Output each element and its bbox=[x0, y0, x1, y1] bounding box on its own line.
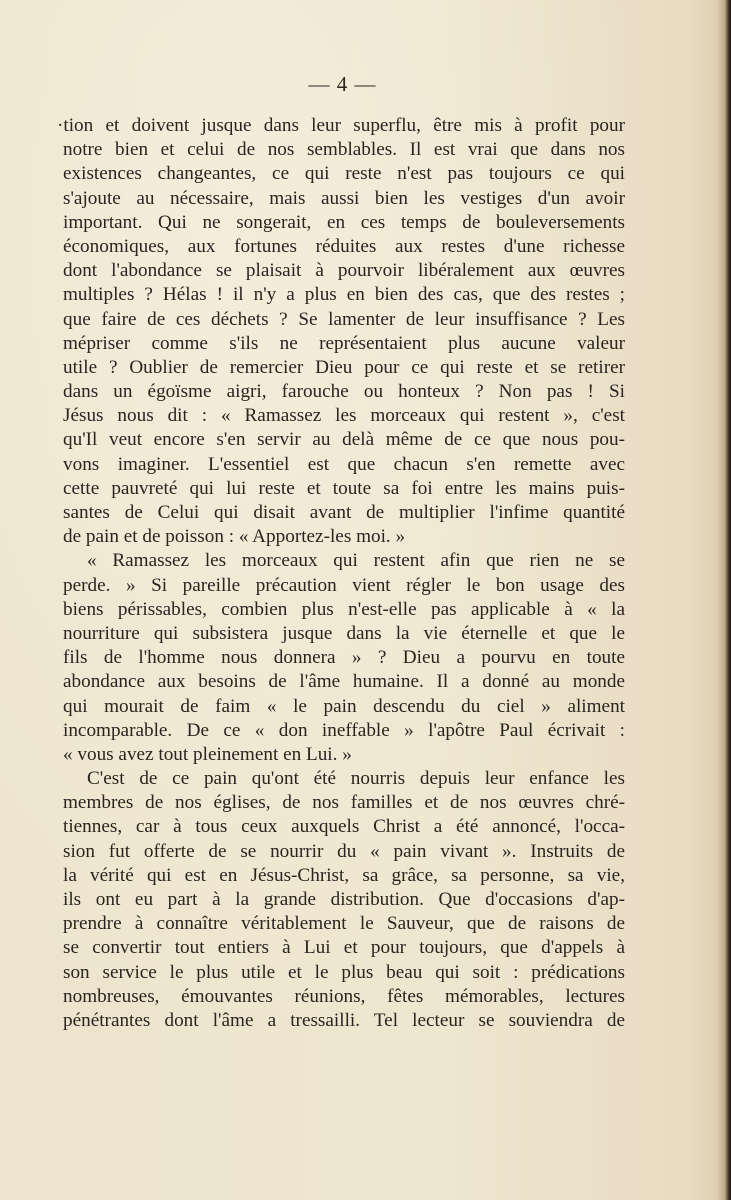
text-line: incomparable. De ce « don ineffable » l'apôtre Paul écrivait : bbox=[63, 719, 625, 741]
text-line: biens périssables, combien plus n'est-elle pas applicable à « la bbox=[63, 598, 625, 620]
text-line: se convertir tout entiers à Lui et pour toujours, que d'appels à bbox=[63, 937, 625, 959]
text-line: tiennes, car à tous ceux auxquels Christ a été annoncé, l'occa- bbox=[63, 816, 625, 838]
body-text bbox=[57, 114, 625, 1033]
text-line: ils ont eu part à la grande distribution. Que d'occasions d'ap- bbox=[63, 889, 625, 910]
text-line: prendre à connaître véritablement le Sauveur, que de raisons de bbox=[63, 913, 625, 935]
text-line: son service le plus utile et le plus beau qui soit : prédications bbox=[63, 961, 625, 983]
text-line: « vous avez tout pleinement en Lui. » bbox=[63, 743, 352, 765]
text-line: abondance aux besoins de l'âme humaine. Il a donné au monde bbox=[63, 671, 625, 693]
text-line: important. Qui ne songerait, en ces temps de bouleversements bbox=[63, 211, 625, 233]
text-line: « Ramassez les morceaux qui restent afin que rien ne se bbox=[87, 550, 625, 572]
text-line: vons imaginer. L'essentiel est que chacun s'en remette avec bbox=[63, 453, 625, 475]
text-line: qui mourait de faim « le pain descendu du ciel » aliment bbox=[63, 695, 625, 717]
text-line: dans un égoïsme aigri, farouche ou honteux ? Non pas ! Si bbox=[63, 381, 625, 403]
text-line: utile ? Oublier de remercier Dieu pour ce qui reste et se retirer bbox=[63, 356, 625, 378]
text-line: s'ajoute au nécessaire, mais aussi bien les vestiges d'un avoir bbox=[63, 187, 625, 209]
text-line: nombreuses, émouvantes réunions, fêtes mémorables, lectures bbox=[63, 985, 625, 1007]
text-line: nourriture qui subsistera jusque dans la vie éternelle et que le bbox=[63, 622, 625, 644]
text-line: économiques, aux fortunes réduites aux restes d'une richesse bbox=[63, 235, 625, 257]
text-line: santes de Celui qui disait avant de multiplier l'infime quantité bbox=[63, 502, 625, 523]
text-line: cette pauvreté qui lui reste et toute sa foi entre les mains puis- bbox=[63, 477, 625, 499]
text-line: sion fut offerte de se nourrir du « pain vivant ». Instruits de bbox=[63, 840, 625, 862]
text-line: mépriser comme s'ils ne représentaient plus aucune valeur bbox=[63, 332, 625, 354]
text-line: perde. » Si pareille précaution vient régler le bon usage des bbox=[63, 574, 625, 596]
text-line: existences changeantes, ce qui reste n'est pas toujours ce qui bbox=[63, 163, 625, 185]
text-line: fils de l'homme nous donnera » ? Dieu a pourvu en toute bbox=[63, 647, 625, 669]
text-line: de pain et de poisson : « Apportez-les moi. » bbox=[63, 526, 406, 548]
text-line: la vérité qui est en Jésus-Christ, sa grâce, sa personne, sa vie, bbox=[63, 864, 625, 886]
text-line: multiples ? Hélas ! il n'y a plus en bien des cas, que des restes ; bbox=[63, 284, 625, 306]
text-line: ·tion et doivent jusque dans leur superflu, être mis à profit pour bbox=[57, 115, 625, 136]
text-line: Jésus nous dit : « Ramassez les morceaux qui restent », c'est bbox=[63, 405, 625, 427]
text-line: notre bien et celui de nos semblables. Il est vrai que dans nos bbox=[63, 139, 625, 161]
page-number: — 4 — bbox=[308, 72, 377, 96]
text-line: pénétrantes dont l'âme a tressailli. Tel lecteur se souviendra de bbox=[63, 1009, 625, 1031]
text-line: que faire de ces déchets ? Se lamenter de leur insuffisance ? Les bbox=[63, 308, 625, 330]
text-line: membres de nos églises, de nos familles et de nos œuvres chré- bbox=[63, 792, 625, 814]
page-edge-shadow bbox=[717, 0, 731, 1200]
text-line: dont l'abondance se plaisait à pourvoir libéralement aux œuvres bbox=[63, 260, 625, 282]
text-line: qu'Il veut encore s'en servir au delà même de ce que nous pou- bbox=[63, 429, 625, 451]
text-line: C'est de ce pain qu'ont été nourris depuis leur enfance les bbox=[87, 768, 625, 790]
